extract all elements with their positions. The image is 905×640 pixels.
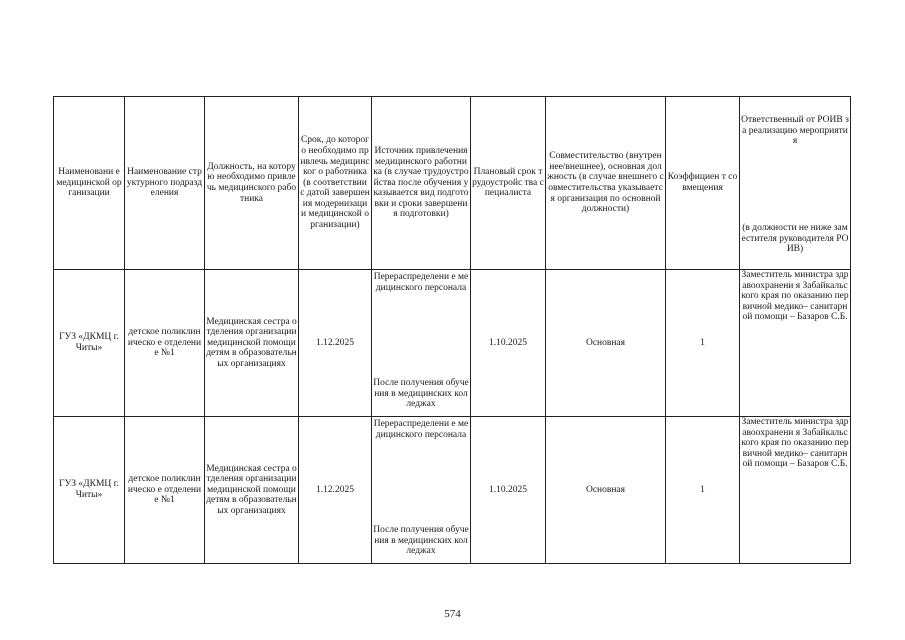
cell-deadline: 1.12.2025	[299, 270, 372, 417]
cell-coefficient: 1	[666, 270, 740, 417]
staffing-table	[53, 96, 851, 564]
header-coefficient: Коэффициен т совмещения	[666, 97, 740, 270]
header-combination: Совместительство (внутреннее/внешнее), основная должность (в случае внешнего совместительства указывается организация по основной должности)	[546, 97, 666, 270]
cell-unit: детское поликлиническо е отделение №1	[125, 417, 205, 564]
cell-source	[372, 270, 471, 417]
header-planned-date: Плановый срок трудоустройс тва специалиста	[471, 97, 546, 270]
cell-combination: Основная	[546, 417, 666, 564]
cell-source-bottom: После получения обучения в медицинских колледжах	[373, 378, 469, 410]
cell-org: ГУЗ «ДКМЦ г. Читы»	[54, 417, 125, 564]
cell-responsible-text: Заместитель министра здравоохранени я Забайкальского края по оказанию первичной медико– санитарной помощи – Базаров С.Б.	[741, 270, 849, 323]
cell-position: Медицинская сестра отделения организации медицинской помощи детям в образовательных организациях	[205, 270, 299, 417]
cell-responsible	[740, 417, 851, 564]
table-header-row	[54, 97, 851, 270]
header-responsible-line1: Ответственный от РОИВ за реализацию мероприятия	[741, 115, 849, 147]
cell-combination: Основная	[546, 270, 666, 417]
cell-planned-date: 1.10.2025	[471, 417, 546, 564]
table-row	[54, 417, 851, 564]
cell-coefficient: 1	[666, 417, 740, 564]
header-deadline: Срок, до которого необходимо привлечь медицинског о работника (в соответствии с датой завершения модернизаци и медицинской организации)	[299, 97, 372, 270]
header-responsible-line2: (в должности не ниже заместителя руководителя РОИВ)	[741, 223, 849, 255]
cell-source-bottom: После получения обучения в медицинских колледжах	[373, 525, 469, 557]
cell-responsible	[740, 270, 851, 417]
cell-org: ГУЗ «ДКМЦ г. Читы»	[54, 270, 125, 417]
cell-responsible-text: Заместитель министра здравоохранени я Забайкальского края по оказанию первичной медико– санитарной помощи – Базаров С.Б.	[741, 417, 849, 470]
header-unit: Наименование структурного подразделения	[125, 97, 205, 270]
header-org: Наименовани е медицинской организации	[54, 97, 125, 270]
cell-source-top: Перераспределени е медицинского персонала	[373, 419, 469, 440]
header-source: Источник привлечения медицинского работника (в случае трудоустройства после обучения указывается вид подготовки и сроки завершения подготовки)	[372, 97, 471, 270]
header-position: Должность, на которую необходимо привлечь медицинского работника	[205, 97, 299, 270]
cell-planned-date: 1.10.2025	[471, 270, 546, 417]
cell-deadline: 1.12.2025	[299, 417, 372, 564]
cell-position: Медицинская сестра отделения организации медицинской помощи детям в образовательных организациях	[205, 417, 299, 564]
page-number: 574	[444, 608, 461, 620]
cell-source	[372, 417, 471, 564]
cell-unit: детское поликлиническо е отделение №1	[125, 270, 205, 417]
table-row	[54, 270, 851, 417]
header-responsible	[740, 97, 851, 270]
cell-source-top: Перераспределени е медицинского персонала	[373, 272, 469, 293]
